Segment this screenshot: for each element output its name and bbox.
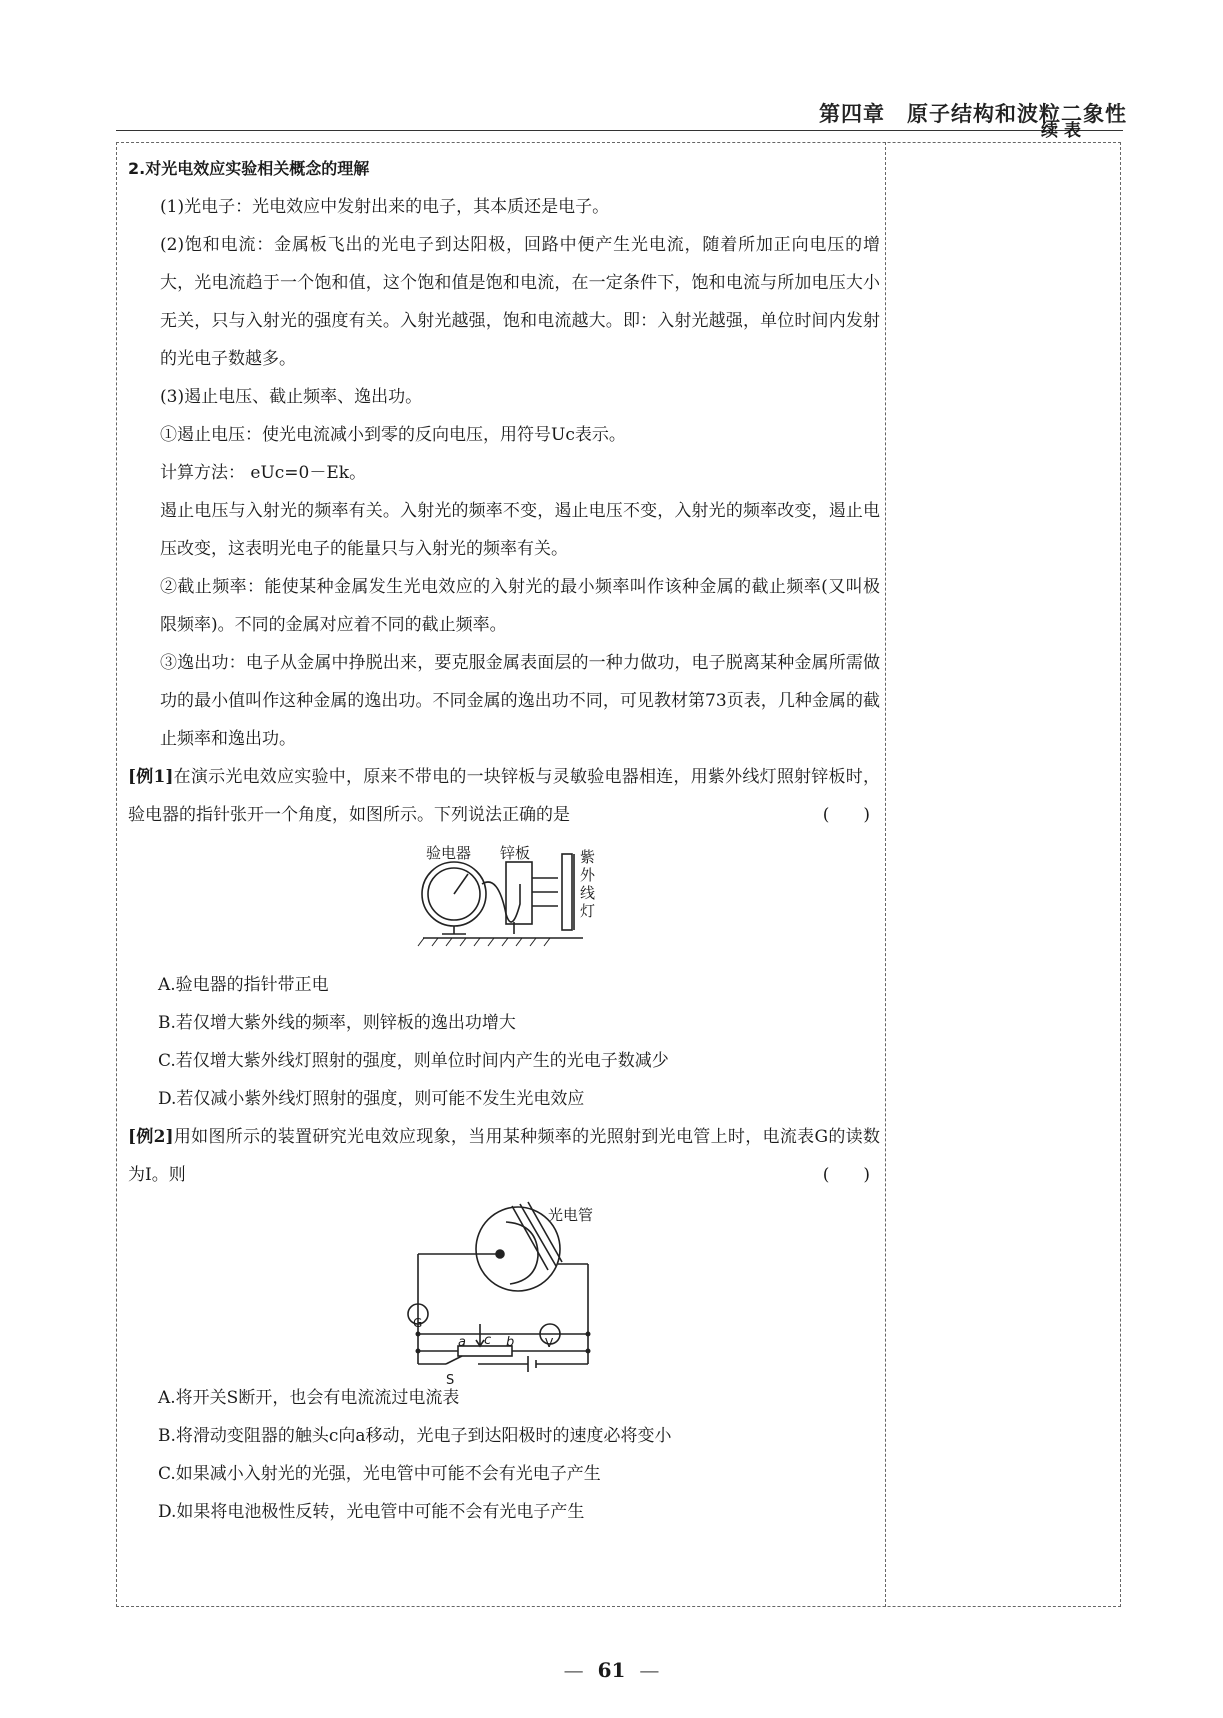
example-1-option-b: B.若仅增大紫外线的频率，则锌板的逸出功增大 <box>158 1013 516 1033</box>
page-number-value: 61 <box>597 1658 626 1682</box>
example-2-question: 用如图所示的装置研究光电效应现象，当用某种频率的光照射到光电管上时，电流表G的读数为I。则 <box>128 1127 880 1185</box>
photocell-circuit-diagram <box>128 1194 880 1379</box>
phototube-label: 光电管 <box>548 1206 594 1224</box>
paragraph-1: (1)光电子：光电效应中发射出来的电子，其本质还是电子。 <box>160 197 610 217</box>
example-2 <box>128 1118 880 1194</box>
switch-s-label: S <box>446 1373 455 1388</box>
example-2-option-c: C.如果减小入射光的光强，光电管中可能不会有光电子产生 <box>158 1464 601 1484</box>
example-2-option-a: A.将开关S断开，也会有电流流过电流表 <box>158 1388 460 1408</box>
example-1-option-c: C.若仅增大紫外线灯照射的强度，则单位时间内产生的光电子数减少 <box>158 1051 669 1071</box>
page-dash-right: — <box>639 1658 660 1682</box>
page-number <box>0 1658 1223 1682</box>
paragraph-2: (2)饱和电流：金属板飞出的光电子到达阳极，回路中便产生光电流，随着所加正向电压的增大，光电流趋于一个饱和值，这个饱和值是饱和电流，在一定条件下，饱和电流与所加电压大小无关，只与入射光的强度有关。入射光越强，饱和电流越大。即：入射光越强，单位时间内发射的光电子数越多。 <box>160 235 880 369</box>
example-2-tag: [例2] <box>128 1127 174 1147</box>
uv-lamp-label-1: 紫 <box>580 848 596 866</box>
example-2-option-b: B.将滑动变阻器的触头c向a移动，光电子到达阳极时的速度必将变小 <box>158 1426 672 1446</box>
rheostat-a-label: a <box>458 1335 466 1350</box>
galvanometer-label: G <box>413 1316 423 1330</box>
electroscope-figure <box>128 834 880 966</box>
paragraph-4: ①遏止电压：使光电流减小到零的反向电压，用符号Uc表示。 <box>160 425 626 445</box>
example-1-answer-paren: ( ) <box>822 805 870 825</box>
example-1 <box>128 758 880 834</box>
zinc-plate-label: 锌板 <box>500 844 531 862</box>
uv-lamp-label-2: 外 <box>580 866 596 884</box>
paragraph-6: 遏止电压与入射光的频率有关。入射光的频率不变，遏止电压不变，入射光的频率改变，遏止电压改变，这表明光电子的能量只与入射光的频率有关。 <box>160 501 880 559</box>
photocell-figure <box>128 1194 880 1388</box>
paragraph-3: (3)遏止电压、截止频率、逸出功。 <box>160 387 423 407</box>
chapter-header: 第四章 原子结构和波粒二象性 <box>819 102 1127 126</box>
page-dash-left: — <box>563 1658 584 1682</box>
electroscope-label: 验电器 <box>426 844 472 862</box>
example-1-question: 在演示光电效应实验中，原来不带电的一块锌板与灵敏验电器相连，用紫外线灯照射锌板时，验电器的指针张开一个角度，如图所示。下列说法正确的是 <box>128 767 880 825</box>
uv-lamp-label-4: 灯 <box>580 902 596 920</box>
header-rule <box>116 130 1123 131</box>
uv-lamp-label-3: 线 <box>580 884 596 902</box>
main-column <box>128 150 880 1531</box>
paragraph-8: ③逸出功：电子从金属中挣脱出来，要克服金属表面层的一种力做功，电子脱离某种金属所需做功的最小值叫作这种金属的逸出功。不同金属的逸出功不同，可见教材第73页表，几种金属的截止频率和逸出功。 <box>160 653 880 749</box>
example-1-option-a: A.验电器的指针带正电 <box>158 975 329 995</box>
example-1-option-d: D.若仅减小紫外线灯照射的强度，则可能不发生光电效应 <box>158 1089 585 1109</box>
paragraph-5: 计算方法： eUc=0－Ek。 <box>160 463 367 483</box>
voltmeter-label: V <box>545 1336 554 1350</box>
continued-label: 续表 <box>1041 121 1087 141</box>
example-1-tag: [例1] <box>128 767 174 787</box>
paragraph-7: ②截止频率：能使某种金属发生光电效应的入射光的最小频率叫作该种金属的截止频率(又叫极限频率)。不同的金属对应着不同的截止频率。 <box>160 577 880 635</box>
example-2-answer-paren: ( ) <box>822 1165 870 1185</box>
section-title: 2.对光电效应实验相关概念的理解 <box>128 159 370 178</box>
rheostat-b-label: b <box>506 1335 515 1350</box>
column-divider <box>885 142 886 1607</box>
slider-c-label: c <box>484 1333 492 1348</box>
example-2-option-d: D.如果将电池极性反转，光电管中可能不会有光电子产生 <box>158 1502 585 1522</box>
